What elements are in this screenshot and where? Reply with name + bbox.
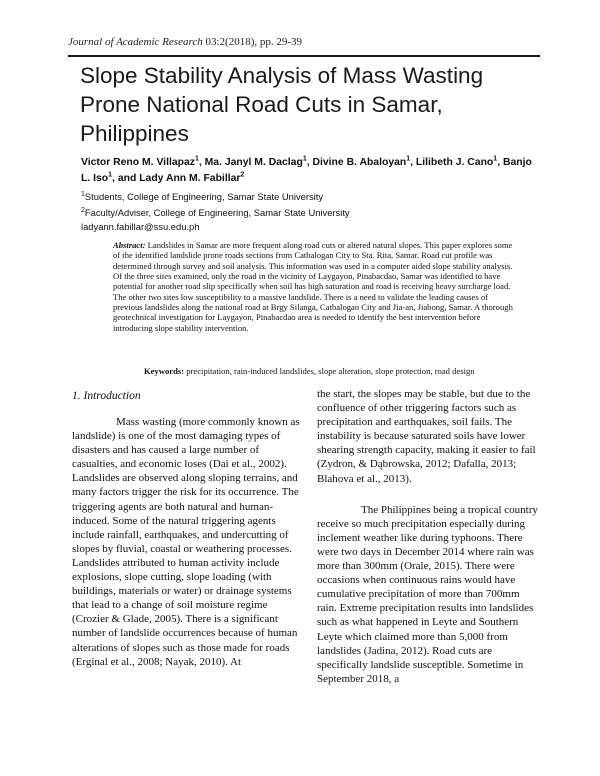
separator: , — [198, 157, 205, 168]
separator: , — [306, 157, 313, 168]
affiliation-mark: 2 — [240, 171, 245, 179]
affiliation-mark: 1 — [194, 155, 199, 163]
abstract-label: Abstract: — [113, 240, 146, 250]
affiliation-mark: 1 — [81, 190, 85, 198]
affiliation-text: Students, College of Engineering, Samar State University — [84, 191, 324, 202]
affiliation-mark: 1 — [406, 155, 411, 163]
affiliation-mark: 1 — [493, 155, 498, 163]
right-column — [317, 387, 539, 686]
author-name: Victor Reno M. Villapaz — [81, 157, 195, 168]
author-name: Banjo L. Iso — [81, 157, 532, 184]
left-column — [72, 415, 304, 669]
keywords — [144, 366, 564, 376]
author-list — [81, 155, 541, 187]
keywords-label: Keywords: — [144, 366, 185, 376]
author-name: Lady Ann M. Fabillar — [139, 173, 241, 184]
body-paragraph: The Philippines being a tropical country receive so much precipitation especially during inclement weather like during typhoons. There were two days in December 2014 where rain was more than 300mm (Orale, 2015). There were occasions when continuous rains would have cumulative precipitation of more than 700mm rain. Extreme precipitation results into landslides such as what happened in Leyte and Southern Leyte which claimed more than 5,000 from landslides (Jadina, 2012). Road cuts are specifically landslide susceptible. Sometime in September 2018, a — [317, 503, 538, 685]
separator: , — [497, 157, 503, 168]
separator: , — [410, 157, 416, 168]
journal-citation: 03:2(2018), pp. 29-39 — [202, 36, 303, 48]
affiliation-text: Faculty/Adviser, College of Engineering, Samar State University — [84, 207, 350, 218]
affiliation-faculty — [81, 207, 541, 218]
paper-title: Slope Stability Analysis of Mass Wasting Prone National Road Cuts in Samar, Philippines — [80, 63, 484, 146]
paragraph-gap — [317, 486, 539, 503]
journal-header — [68, 36, 538, 48]
affiliation-students — [81, 191, 541, 202]
affiliation-mark: 1 — [108, 171, 113, 179]
affiliation-mark: 1 — [302, 155, 307, 163]
keywords-text: precipitation, rain-induced landslides, slope alteration, slope protection, road design — [186, 366, 475, 376]
journal-name: Journal of Academic Research — [68, 36, 203, 48]
abstract — [113, 240, 519, 333]
body-paragraph: the start, the slopes may be stable, but due to the confluence of other triggering factors such as precipitation and earthquakes, soil fails. The instability is because saturated soils have lower shearing strength capacity, making it easier to fail (Zydron, & Dąbrowska, 2012; Dafalla, 2013; Blahova et al., 2013). — [317, 388, 536, 485]
author-name: Ma. Janyl M. Daclag — [204, 157, 303, 168]
separator: , and — [112, 173, 140, 184]
abstract-text: Landslides in Samar are more frequent along road cuts or altered natural slopes. This paper explores some of the identified landslide prone roads sections from Catbalogan City to Sta. Rita, Samar. Road cut profile was determined through survey and soil analysis. This information was used in a computer aided slope stability analysis. Of the three sites examined, only the road in the vicinity of Laygayon, Pinabacdao, Samar was identified to have potential for another road slip specifically when soil has high saturation and road is receiving heavy surcharge load. The other two sites low susceptibility to a massive landslide. There is a need to validate the leading causes of previous landslides along the national road at Brgy Silanga, Catbalogan City and Jia-an, Jiabong, Samar. A thorough geotechnical investigation for Laygayon, Pinabacdao area is needed to identify the best intervention before introducing slope stability intervention. — [113, 240, 513, 333]
affiliation-mark: 2 — [81, 206, 85, 214]
section-heading: 1. Introduction — [72, 390, 141, 402]
contact-email[interactable]: ladyann.fabillar@ssu.edu.ph — [81, 221, 200, 232]
author-name: Divine B. Abaloyan — [312, 157, 407, 168]
author-name: Lilibeth J. Cano — [415, 157, 494, 168]
header-rule — [68, 55, 540, 57]
body-paragraph: Mass wasting (more commonly known as landslide) is one of the most damaging types of disasters and has caused a large number of casualties, and economic loses (Dai et al., 2002). Landslides are observed along sloping terrains, and many factors trigger the risk for its occurrence. The triggering agents are both natural and human-induced. Some of the natural triggering agents include rainfall, earthquakes, and undercutting of slopes by fluvial, coastal or weathering processes. Landslides attributed to human activity include explosions, slope cutting, slope loading (with buildings, materials or water) or drainage systems that lead to a change of soil moisture regime (Crozier & Glade, 2005). There is a significant number of landslide occurrences because of human alterations of slopes such as those made for roads (Erginal et al., 2008; Nayak, 2010). At — [72, 416, 300, 668]
